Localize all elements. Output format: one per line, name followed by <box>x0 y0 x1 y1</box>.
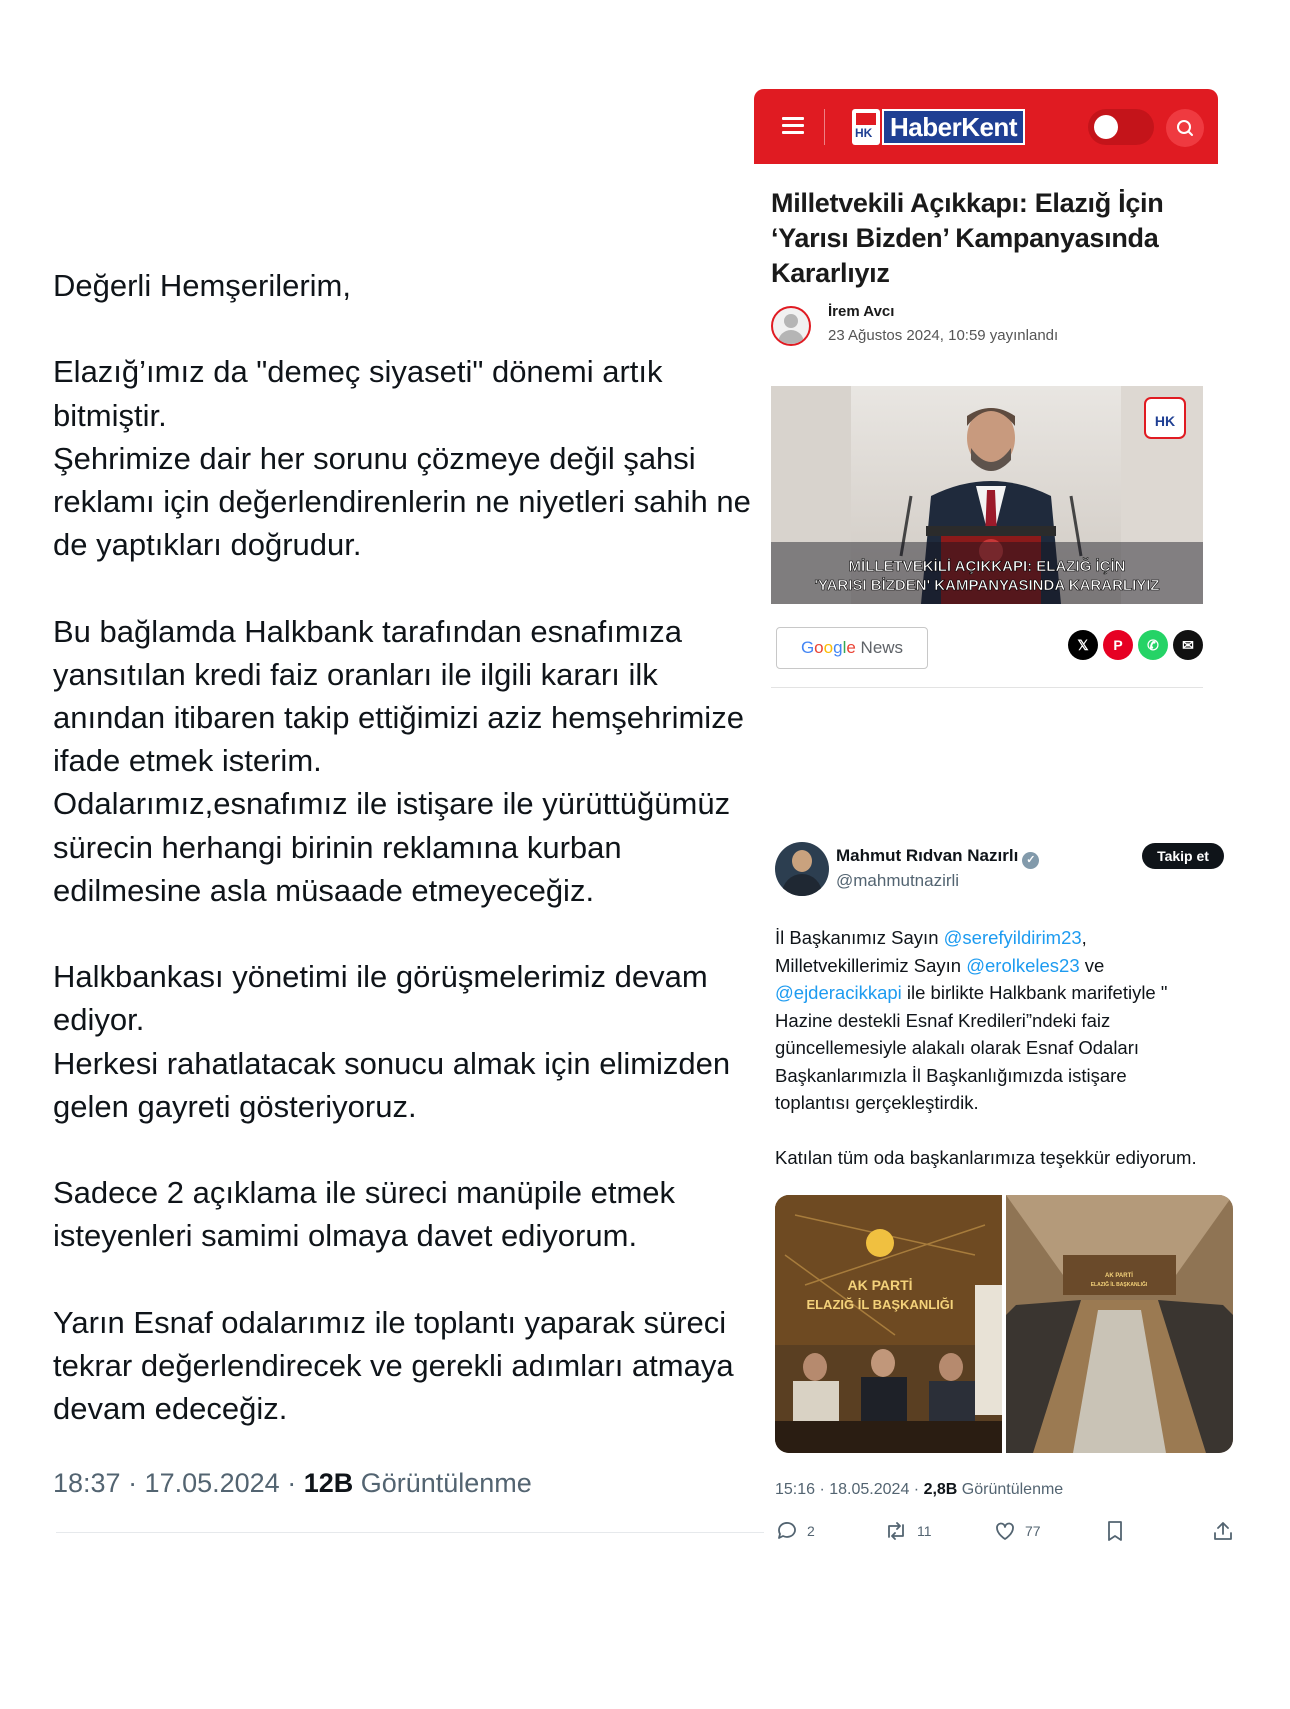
menu-icon[interactable] <box>782 117 804 135</box>
tweet-line: reklamı için değerlendirenlerin ne niyetleri sahih ne <box>53 484 751 519</box>
view-label: Görüntülenme <box>353 1468 532 1498</box>
tweet-line: Değerli Hemşerilerim, <box>53 268 351 303</box>
publish-date: 23 Ağustos 2024, 10:59 yayınlandı <box>828 327 1059 344</box>
image-caption: MİLLETVEKİLİ AÇIKKAPI: ELAZIĞ İÇİN <box>848 558 1126 575</box>
divider <box>771 687 1203 688</box>
user-handle[interactable]: @mahmutnazirli <box>836 871 960 890</box>
sign-text: AK PARTİ <box>847 1277 913 1293</box>
google-news-label: News <box>855 638 904 657</box>
tweet-photo-2[interactable] <box>1006 1195 1233 1453</box>
tweet-line: sürecin herhangi birinin reklamına kurban <box>53 829 622 865</box>
tweet-line: anından itibaren takip ettiğimizi aziz hemşehrimize <box>53 700 744 735</box>
tweet-line: Herkesi rahatlatacak sonucu almak için elimizden <box>53 1045 731 1081</box>
tweet-text-segment: , <box>1081 927 1087 948</box>
logo-wordmark: HaberKent <box>882 109 1025 145</box>
google-news-letter: g <box>833 638 843 657</box>
reply-count: 2 <box>807 1523 815 1539</box>
retweet-icon <box>883 1519 909 1543</box>
tweet-actions <box>775 1518 1237 1544</box>
site-header <box>754 89 1218 164</box>
google-news-letter: G <box>800 638 815 657</box>
view-count: 2,8B <box>923 1481 958 1498</box>
sign-text: ELAZIĞ İL BAŞKANLIĞI <box>1090 1282 1148 1288</box>
google-news-letter: o <box>823 638 834 657</box>
whatsapp-icon[interactable]: ✆ <box>1138 630 1168 660</box>
follow-button[interactable]: Takip et <box>1142 843 1224 869</box>
tweet-line: ediyor. <box>53 1002 145 1038</box>
tweet-line: Bu bağlamda Halkbank tarafından esnafımıza <box>53 613 682 649</box>
left-tweet-card <box>36 250 766 1540</box>
tweet-photo-1[interactable] <box>775 1195 1002 1453</box>
retweet-count: 11 <box>917 1523 932 1539</box>
avatar[interactable] <box>775 842 829 896</box>
tweet-line: bitmiştir. <box>53 397 167 433</box>
mention-link[interactable]: @erolkeles23 <box>966 954 1080 976</box>
tweet-line: Odalarımız,esnafımız ile istişare ile yürüttüğümüz <box>53 786 731 822</box>
retweet-button[interactable] <box>883 1518 932 1544</box>
mention-link[interactable]: @ejderacikkapi <box>775 982 902 1003</box>
tweet-line: devam edeceğiz. <box>53 1391 288 1427</box>
google-news-letter: e <box>846 638 856 657</box>
search-icon <box>1166 109 1204 147</box>
share-buttons <box>1068 630 1203 660</box>
article-photo <box>771 386 1203 604</box>
article-image[interactable] <box>771 386 1203 604</box>
tweet-line: tekrar değerlendirecek ve gerekli adımları atmaya <box>53 1348 734 1383</box>
tweet-text-segment: ve <box>1079 954 1105 976</box>
logo-mark-icon <box>852 109 880 145</box>
bookmark-button[interactable] <box>1103 1518 1127 1544</box>
mention-link[interactable]: @serefyildirim23 <box>943 927 1082 948</box>
tweet-timestamp[interactable]: 18:37 · 17.05.2024 · <box>53 1468 304 1498</box>
tweet-line: Halkbankası yönetimi ile görüşmelerimiz devam <box>53 959 708 995</box>
tweet-line: Şehrimize dair her sorunu çözmeye değil şahsi <box>53 440 696 476</box>
image-logo-mark: HK <box>1154 413 1176 429</box>
tweet-meta <box>775 1481 1063 1499</box>
divider <box>56 1532 766 1533</box>
google-news-button[interactable] <box>776 627 928 669</box>
tweet-line: ifade etmek isterim. <box>53 743 322 779</box>
tweet-line: isteyenleri samimi olmaya davet ediyorum. <box>53 1218 638 1254</box>
tweet-text-segment: İl Başkanımız Sayın <box>775 927 944 948</box>
google-news-letter: l <box>842 638 847 657</box>
tweet-meta <box>53 1468 532 1499</box>
tweet-line: gelen gayreti gösteriyoruz. <box>53 1088 417 1124</box>
share-icon <box>1211 1519 1235 1543</box>
author-name[interactable]: İrem Avcı <box>828 303 895 320</box>
haberkent-article-card <box>754 89 1218 689</box>
author-avatar[interactable] <box>771 306 811 346</box>
image-caption: 'YARISI BİZDEN' KAMPANYASINDA KARARLIYIZ <box>814 577 1160 594</box>
pinterest-icon[interactable]: P <box>1103 630 1133 660</box>
heart-icon <box>993 1519 1017 1543</box>
tweet-text-segment: ile birlikte Halkbank marifetiyle " <box>901 982 1168 1003</box>
view-count: 12B <box>303 1468 354 1498</box>
display-name-text: Mahmut Rıdvan Nazırlı <box>836 846 1019 865</box>
meeting-photo <box>775 1195 1002 1453</box>
email-icon[interactable]: ✉ <box>1173 630 1203 660</box>
tweet-line: de yaptıkları doğrudur. <box>53 527 362 563</box>
tweet-line: Yarın Esnaf odalarımız ile toplantı yaparak süreci <box>53 1304 727 1340</box>
dark-mode-toggle[interactable] <box>1088 109 1154 145</box>
tweet-text-segment: Katılan tüm oda başkanlarımıza teşekkür ediyorum. <box>775 1147 1197 1168</box>
sign-text: ELAZIĞ İL BAŞKANLIĞI <box>806 1297 954 1312</box>
verified-badge-icon: ✓ <box>1022 852 1039 869</box>
like-button[interactable] <box>993 1518 1041 1544</box>
left-tweet-text <box>53 264 766 1430</box>
tweet-line: Elazığ’ımız da "demeç siyaseti" dönemi artık <box>53 354 663 390</box>
tweet-line: Sadece 2 açıklama ile süreci manüpile etmek <box>53 1175 676 1211</box>
tweet-line: yansıtılan kredi faiz oranları ile ilgili kararı ilk <box>53 656 658 692</box>
article-title[interactable]: Milletvekili Açıkkapı: Elazığ İçin ‘Yarısı Bizden’ Kampanyasında Kararlıyız <box>771 188 1164 288</box>
view-label: Görüntülenme <box>957 1481 1064 1498</box>
meeting-room-photo <box>1006 1195 1233 1453</box>
tweet-line: edilmesine asla müsaade etmeyeceğiz. <box>53 872 595 908</box>
site-logo[interactable] <box>852 107 1025 147</box>
like-count: 77 <box>1025 1523 1041 1539</box>
share-button[interactable] <box>1211 1518 1235 1544</box>
google-news-letter: o <box>814 638 824 657</box>
tweet-text-segment: Hazine destekli Esnaf Kredileri”ndeki faiz güncellemesiyle alakalı olarak Esnaf Odaları Başkanlarımızla İl Başkanlığımızda istişare toplantısı gerçekleştirdik. <box>775 1009 1140 1113</box>
sign-text: AK PARTİ <box>1105 1273 1133 1279</box>
x-icon[interactable]: 𝕏 <box>1068 630 1098 660</box>
divider <box>824 109 825 145</box>
tweet-text <box>775 924 1245 1172</box>
reply-icon <box>775 1519 799 1543</box>
reply-button[interactable] <box>775 1518 815 1544</box>
display-name[interactable] <box>836 846 1039 869</box>
right-tweet-card <box>764 828 1244 1560</box>
search-button[interactable] <box>1166 109 1204 147</box>
bookmark-icon <box>1103 1519 1127 1543</box>
tweet-timestamp[interactable]: 15:16 · 18.05.2024 · <box>775 1481 924 1498</box>
tweet-media <box>775 1195 1233 1453</box>
tweet-text-segment: Milletvekillerimiz Sayın <box>775 954 967 976</box>
